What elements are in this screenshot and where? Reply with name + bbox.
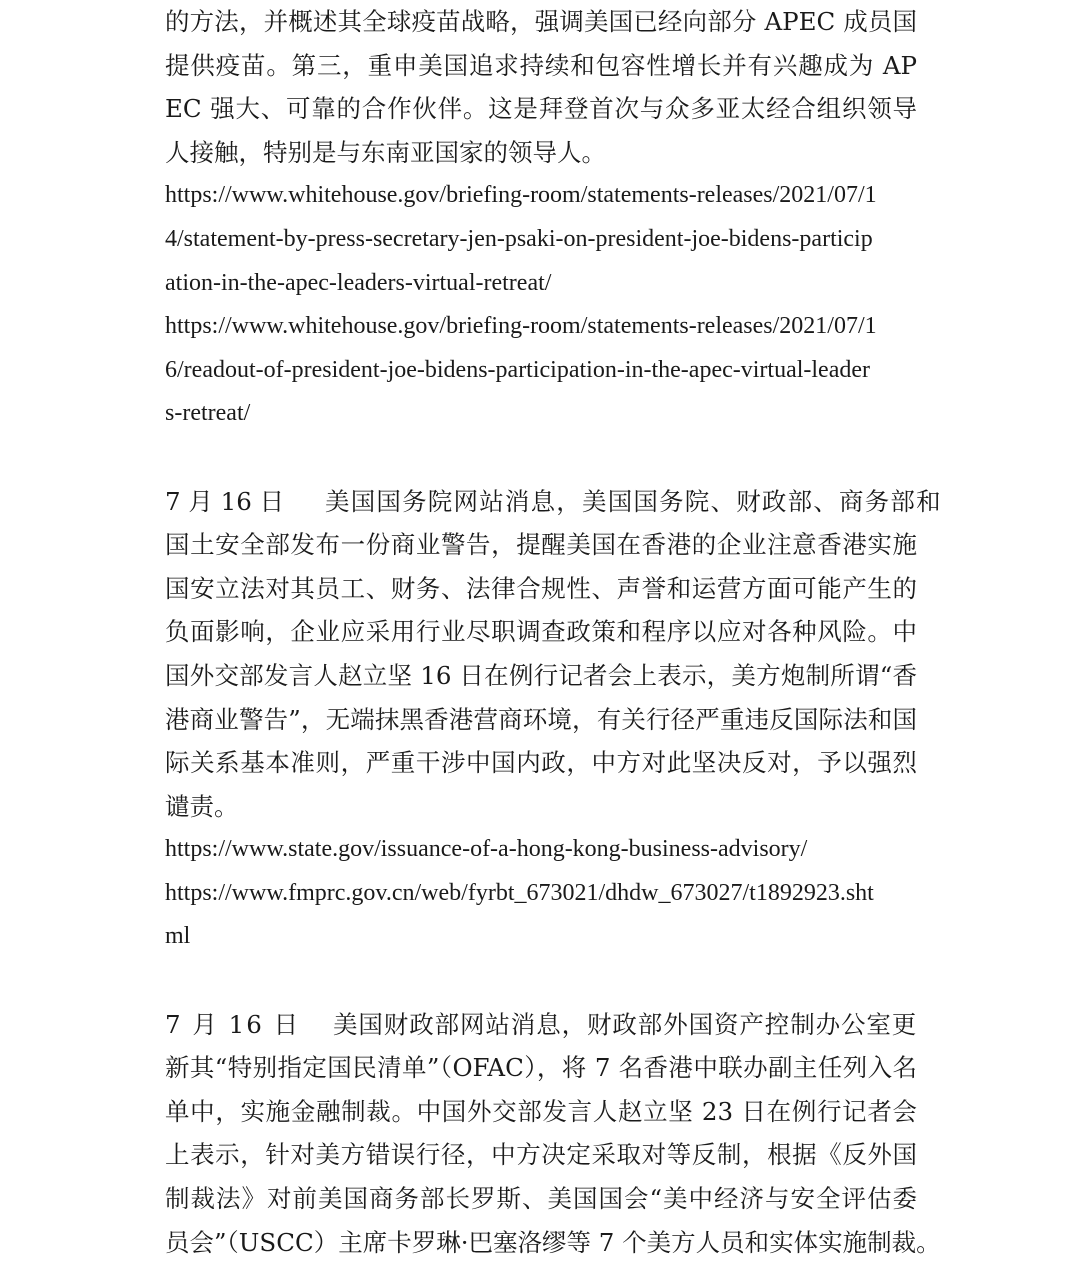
url-line[interactable]: https://www.fmprc.gov.cn/web/fyrbt_673021/dhdw_673027/t1892923.sht	[165, 879, 874, 906]
url-line[interactable]: s-retreat/	[165, 400, 251, 427]
text-line: 际关系基本准则，严重干涉中国内政，中方对此坚决反对，予以强烈	[165, 748, 917, 778]
text-line: 上表示，针对美方错误行径，中方决定采取对等反制，根据《反外国	[165, 1140, 917, 1170]
paragraph-gap	[165, 436, 917, 480]
text-line: 的方法，并概述其全球疫苗战略，强调美国已经向部分 APEC 成员国	[165, 7, 917, 36]
text-line: 国外交部发言人赵立坚 16 日在例行记者会上表示，美方炮制所谓“香	[165, 660, 917, 690]
url-line[interactable]: https://www.state.gov/issuance-of-a-hong-kong-business-advisory/	[165, 836, 808, 863]
entry-text: 美国国务院网站消息，美国国务院、财政部、商务部和	[325, 486, 942, 516]
text-line: 单中，实施金融制裁。中国外交部发言人赵立坚 23 日在例行记者会	[165, 1096, 917, 1126]
entry-first-line	[165, 1003, 917, 1047]
text-line: 新其“特别指定国民清单”（OFAC），将 7 名香港中联办副主任列入名	[165, 1053, 917, 1083]
apec-paragraph	[165, 0, 917, 174]
entry-date: 7 月 16 日	[165, 486, 285, 516]
text-line: EC 强大、可靠的合作伙伴。这是拜登首次与众多亚太经合组织领导	[165, 94, 917, 124]
ofac-entry	[165, 1003, 941, 1264]
url-line[interactable]: https://www.whitehouse.gov/briefing-room/statements-releases/2021/07/1	[165, 313, 877, 340]
text-line: 国土安全部发布一份商业警告，提醒美国在香港的企业注意香港实施	[165, 530, 917, 560]
entry-date: 7 月 16 日	[165, 1009, 301, 1039]
hk-advisory-entry	[165, 480, 942, 829]
entry-text: 美国财政部网站消息，财政部外国资产控制办公室更	[333, 1009, 918, 1039]
entry-first-line	[165, 480, 942, 524]
text-line: 港商业警告”，无端抹黑香港营商环境，有关行径严重违反国际法和国	[165, 704, 917, 734]
url-line[interactable]: ml	[165, 923, 191, 950]
document-page	[165, 0, 942, 1264]
text-line: 谴责。	[165, 791, 239, 821]
text-line: 人接触，特别是与东南亚国家的领导人。	[165, 137, 606, 167]
url-line[interactable]: 4/statement-by-press-secretary-jen-psaki-on-president-joe-bidens-particip	[165, 225, 873, 252]
hk-advisory-links	[165, 828, 917, 959]
text-line: 员会”（USCC）主席卡罗琳·巴塞洛缪等 7 个美方人员和实体实施制裁。	[165, 1227, 941, 1257]
text-line: 国安立法对其员工、财务、法律合规性、声誉和运营方面可能产生的	[165, 573, 917, 603]
text-line: 制裁法》对前美国商务部长罗斯、美国国会“美中经济与安全评估委	[165, 1184, 917, 1214]
text-line: 负面影响，企业应采用行业尽职调查政策和程序以应对各种风险。中	[165, 617, 917, 647]
url-line[interactable]: 6/readout-of-president-joe-bidens-participation-in-the-apec-virtual-leader	[165, 356, 870, 383]
apec-source-links	[165, 174, 917, 436]
url-line[interactable]: https://www.whitehouse.gov/briefing-room/statements-releases/2021/07/1	[165, 182, 877, 209]
paragraph-gap	[165, 959, 917, 1003]
url-line[interactable]: ation-in-the-apec-leaders-virtual-retreat/	[165, 269, 552, 296]
text-line: 提供疫苗。第三，重申美国追求持续和包容性增长并有兴趣成为 AP	[165, 50, 917, 80]
